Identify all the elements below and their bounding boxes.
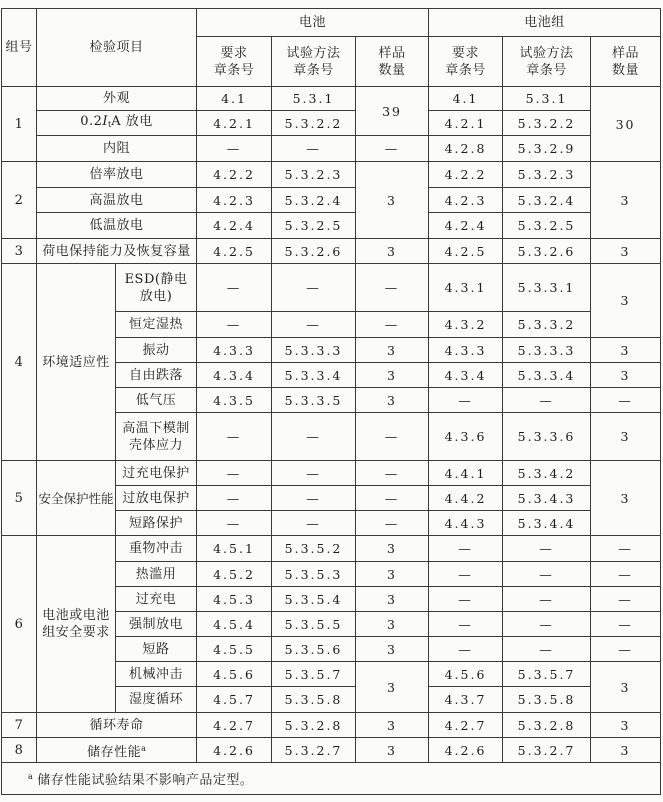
inspection-item: 热滥用 [116,562,197,587]
pack-test-method-clause: 5.3.3.4 [503,363,591,388]
table-row [2,111,661,136]
pack-sample-quantity: — [591,562,661,587]
battery-requirement-clause: 4.5.7 [197,687,272,713]
pack-test-method-clause: — [503,587,591,612]
battery-sample-quantity: 3 [356,562,429,587]
battery-requirement-clause: — [197,136,272,162]
group-number: 3 [2,239,37,264]
pack-test-method-clause: 5.3.5.8 [503,687,591,713]
group-number: 8 [2,738,37,763]
inspection-item [37,738,197,763]
battery-sample-quantity: — [356,136,429,162]
pack-requirement-clause: 4.3.4 [429,363,503,388]
inspection-item: 荷电保持能力及恢复容量 [37,239,197,264]
battery-test-method-clause: — [272,461,356,486]
table-row [2,213,661,239]
pack-sample-quantity: 3 [591,413,661,461]
inspection-item: 倍率放电 [37,162,197,188]
inspection-item: 低气压 [116,388,197,413]
pack-sample-quantity: 3 [591,662,661,713]
inspection-item: 短路 [116,637,197,662]
pack-test-method-clause: 5.3.4.2 [503,461,591,486]
pack-requirement-clause: — [429,536,503,562]
battery-test-method-clause: 5.3.3.5 [272,388,356,413]
header-line: 章条号 [213,62,255,78]
battery-test-method-clause: 5.3.5.7 [272,662,356,687]
pack-sample-quantity: 3 [591,363,661,388]
pack-test-method-clause: 5.3.3.1 [503,264,591,312]
pack-sample-quantity: 3 [591,239,661,264]
item-line: ESD(静电 [124,271,188,287]
battery-sample-quantity: 3 [356,239,429,264]
header-line: 章条号 [293,62,334,78]
footnote-reference: a [141,743,146,753]
pack-test-method-clause: 5.3.4.3 [503,486,591,511]
header-line: 试验方法 [286,45,341,61]
group-number: 1 [2,87,37,162]
pack-requirement-clause: 4.2.5 [429,239,503,264]
battery-sample-quantity: — [356,264,429,312]
pack-test-method-clause: 5.3.2.6 [503,239,591,264]
pack-sample-quantity: 3 [591,461,661,536]
battery-requirement-clause: 4.1 [197,87,272,111]
header-battery-pack: 电池组 [429,9,661,37]
table-row [2,87,661,111]
header-pack-requirement-clause [429,37,503,87]
battery-test-method-clause: — [272,312,356,338]
pack-requirement-clause: 4.2.8 [429,136,503,162]
header-battery: 电池 [197,9,429,37]
pack-requirement-clause: 4.4.2 [429,486,503,511]
inspection-item: 强制放电 [116,612,197,637]
pack-requirement-clause: — [429,562,503,587]
table-footnote [2,763,661,795]
pack-test-method-clause: — [503,536,591,562]
group-name [37,536,116,713]
battery-requirement-clause: 4.3.3 [197,338,272,363]
group-number: 6 [2,536,37,713]
header-row-top [2,9,661,37]
pack-test-method-clause: 5.3.1 [503,87,591,111]
pack-test-method-clause: 5.3.5.7 [503,662,591,687]
pack-requirement-clause: 4.2.6 [429,738,503,763]
battery-test-method-clause: 5.3.5.8 [272,687,356,713]
battery-test-method-clause: 5.3.5.5 [272,612,356,637]
pack-sample-quantity: 30 [591,87,661,162]
header-line: 试验方法 [519,45,574,61]
pack-test-method-clause: 5.3.3.3 [503,338,591,363]
pack-test-method-clause: — [503,612,591,637]
pack-sample-quantity: 3 [591,713,661,738]
pack-sample-quantity: — [591,388,661,413]
header-line: 数量 [612,62,640,78]
header-pack-sample-quantity [591,37,661,87]
battery-sample-quantity: 3 [356,363,429,388]
pack-requirement-clause: 4.3.2 [429,312,503,338]
pack-requirement-clause: 4.4.3 [429,511,503,536]
header-pack-test-method-clause [503,37,591,87]
pack-requirement-clause: — [429,587,503,612]
battery-sample-quantity: 3 [356,536,429,562]
inspection-item: 短路保护 [116,511,197,536]
battery-test-method-clause: — [272,413,356,461]
battery-test-method-clause: — [272,136,356,162]
header-line: 数量 [378,62,406,78]
battery-test-method-clause: 5.3.2.2 [272,111,356,136]
inspection-item: 内阻 [37,136,197,162]
inspection-item: 过放电保护 [116,486,197,511]
table-row [2,461,661,486]
pack-test-method-clause: 5.3.2.8 [503,713,591,738]
battery-requirement-clause: — [197,461,272,486]
inspection-item: 机械冲击 [116,662,197,687]
battery-requirement-clause: 4.5.3 [197,587,272,612]
header-group-number: 组号 [2,9,37,87]
inspection-item: 过充电保护 [116,461,197,486]
group-name: 环境适应性 [37,264,116,461]
inspection-item: 振动 [116,338,197,363]
pack-sample-quantity: 3 [591,264,661,338]
pack-test-method-clause: 5.3.2.4 [503,188,591,213]
pack-sample-quantity: — [591,536,661,562]
item-subscript-t: t [108,120,112,129]
battery-test-method-clause: 5.3.2.8 [272,713,356,738]
pack-sample-quantity: 3 [591,738,661,763]
pack-requirement-clause: 4.2.2 [429,162,503,188]
battery-test-method-clause: — [272,264,356,312]
battery-sample-quantity: 3 [356,338,429,363]
pack-requirement-clause: 4.2.7 [429,713,503,738]
pack-test-method-clause: — [503,562,591,587]
table-row [2,188,661,213]
battery-sample-quantity: — [356,413,429,461]
inspection-item: 恒定湿热 [116,312,197,338]
header-line: 样品 [378,45,406,61]
inspection-item [37,111,197,136]
header-line: 章条号 [526,62,567,78]
pack-requirement-clause: 4.2.1 [429,111,503,136]
pack-sample-quantity: 3 [591,338,661,363]
header-battery-requirement-clause [197,37,272,87]
header-line: 要求 [452,45,480,61]
battery-requirement-clause: 4.2.3 [197,188,272,213]
battery-test-method-clause: 5.3.2.3 [272,162,356,188]
pack-requirement-clause: 4.4.1 [429,461,503,486]
battery-sample-quantity: — [356,511,429,536]
pack-requirement-clause: 4.3.3 [429,338,503,363]
battery-test-method-clause: 5.3.2.4 [272,188,356,213]
pack-sample-quantity: 3 [591,162,661,239]
item-prefix: 0.2 [80,114,103,129]
pack-test-method-clause: 5.3.2.5 [503,213,591,239]
header-battery-test-method-clause [272,37,356,87]
battery-requirement-clause: 4.5.1 [197,536,272,562]
battery-requirement-clause: 4.2.2 [197,162,272,188]
item-symbol-i: I [102,114,109,129]
battery-requirement-clause: — [197,511,272,536]
battery-requirement-clause: 4.3.5 [197,388,272,413]
battery-test-method-clause: 5.3.1 [272,87,356,111]
item-line: 高温下模制 [122,420,190,436]
battery-requirement-clause: 4.2.5 [197,239,272,264]
battery-requirement-clause: 4.2.6 [197,738,272,763]
battery-test-method-clause: 5.3.2.7 [272,738,356,763]
footnote-row [2,763,661,795]
pack-sample-quantity: — [591,637,661,662]
battery-requirement-clause: 4.5.5 [197,637,272,662]
pack-test-method-clause: 5.3.2.7 [503,738,591,763]
pack-requirement-clause: 4.2.3 [429,188,503,213]
footnote-text: 储存性能试验结果不影响产品定型。 [37,773,254,788]
battery-test-method-clause: 5.3.5.4 [272,587,356,612]
group-number: 4 [2,264,37,461]
table-row [2,738,661,763]
table-row [2,264,661,312]
table-row [2,239,661,264]
inspection-item: 外观 [37,87,197,111]
pack-test-method-clause: 5.3.2.3 [503,162,591,188]
pack-test-method-clause: 5.3.3.6 [503,413,591,461]
battery-test-method-clause: 5.3.2.6 [272,239,356,264]
pack-sample-quantity: — [591,612,661,637]
inspection-item: 低温放电 [37,213,197,239]
table-row [2,136,661,162]
battery-requirement-clause: 4.2.4 [197,213,272,239]
group-number: 2 [2,162,37,239]
header-line: 章条号 [445,62,486,78]
battery-requirement-clause: 4.2.7 [197,713,272,738]
battery-sample-quantity: 3 [356,738,429,763]
inspection-item: 重物冲击 [116,536,197,562]
battery-sample-quantity: 3 [356,162,429,239]
group-number: 5 [2,461,37,536]
inspection-table [1,8,661,795]
pack-requirement-clause: — [429,612,503,637]
pack-requirement-clause: 4.1 [429,87,503,111]
battery-sample-quantity: 3 [356,612,429,637]
battery-sample-quantity: — [356,312,429,338]
pack-test-method-clause: 5.3.3.2 [503,312,591,338]
battery-requirement-clause: 4.5.4 [197,612,272,637]
header-battery-sample-quantity [356,37,429,87]
battery-requirement-clause: — [197,486,272,511]
item-text: 储存性能 [87,744,142,760]
pack-requirement-clause: 4.2.4 [429,213,503,239]
battery-requirement-clause: 4.5.2 [197,562,272,587]
pack-test-method-clause: 5.3.4.4 [503,511,591,536]
item-line: 放电) [139,288,173,304]
pack-sample-quantity: — [591,587,661,612]
battery-sample-quantity: 39 [356,87,429,136]
battery-sample-quantity: 3 [356,713,429,738]
header-inspection-item: 检验项目 [37,9,197,87]
battery-test-method-clause: 5.3.5.3 [272,562,356,587]
footnote-marker: a [28,772,33,781]
battery-sample-quantity: — [356,486,429,511]
pack-requirement-clause: 4.3.7 [429,687,503,713]
battery-requirement-clause: — [197,264,272,312]
header-line: 要求 [220,45,248,61]
battery-test-method-clause: — [272,511,356,536]
battery-sample-quantity: 3 [356,637,429,662]
battery-test-method-clause: 5.3.3.4 [272,363,356,388]
inspection-item [116,413,197,461]
pack-requirement-clause: — [429,637,503,662]
group-name: 安全保护性能 [37,461,116,536]
inspection-item: 自由跌落 [116,363,197,388]
pack-requirement-clause: 4.3.6 [429,413,503,461]
battery-test-method-clause: 5.3.5.6 [272,637,356,662]
battery-test-method-clause: — [272,486,356,511]
pack-test-method-clause: 5.3.2.9 [503,136,591,162]
group-name-line: 组安全要求 [42,625,110,640]
table-row [2,713,661,738]
table-row [2,162,661,188]
battery-sample-quantity: 3 [356,662,429,713]
battery-requirement-clause: — [197,312,272,338]
item-suffix: A 放电 [111,114,153,129]
battery-test-method-clause: 5.3.3.3 [272,338,356,363]
battery-sample-quantity: — [356,461,429,486]
inspection-item: 循环寿命 [37,713,197,738]
inspection-item: 高温放电 [37,188,197,213]
battery-sample-quantity: 3 [356,587,429,612]
group-name-line: 电池或电池 [42,608,110,623]
battery-requirement-clause: 4.2.1 [197,111,272,136]
inspection-item: 过充电 [116,587,197,612]
header-line: 样品 [612,45,640,61]
table-row [2,536,661,562]
group-number: 7 [2,713,37,738]
battery-requirement-clause: — [197,413,272,461]
pack-requirement-clause: 4.5.6 [429,662,503,687]
inspection-item [116,264,197,312]
pack-test-method-clause: — [503,388,591,413]
pack-requirement-clause: — [429,388,503,413]
battery-test-method-clause: 5.3.2.5 [272,213,356,239]
inspection-item: 湿度循环 [116,687,197,713]
battery-test-method-clause: 5.3.5.2 [272,536,356,562]
battery-requirement-clause: 4.5.6 [197,662,272,687]
item-line: 壳体应力 [129,437,184,453]
battery-sample-quantity: 3 [356,388,429,413]
pack-test-method-clause: — [503,637,591,662]
battery-requirement-clause: 4.3.4 [197,363,272,388]
pack-test-method-clause: 5.3.2.2 [503,111,591,136]
pack-requirement-clause: 4.3.1 [429,264,503,312]
